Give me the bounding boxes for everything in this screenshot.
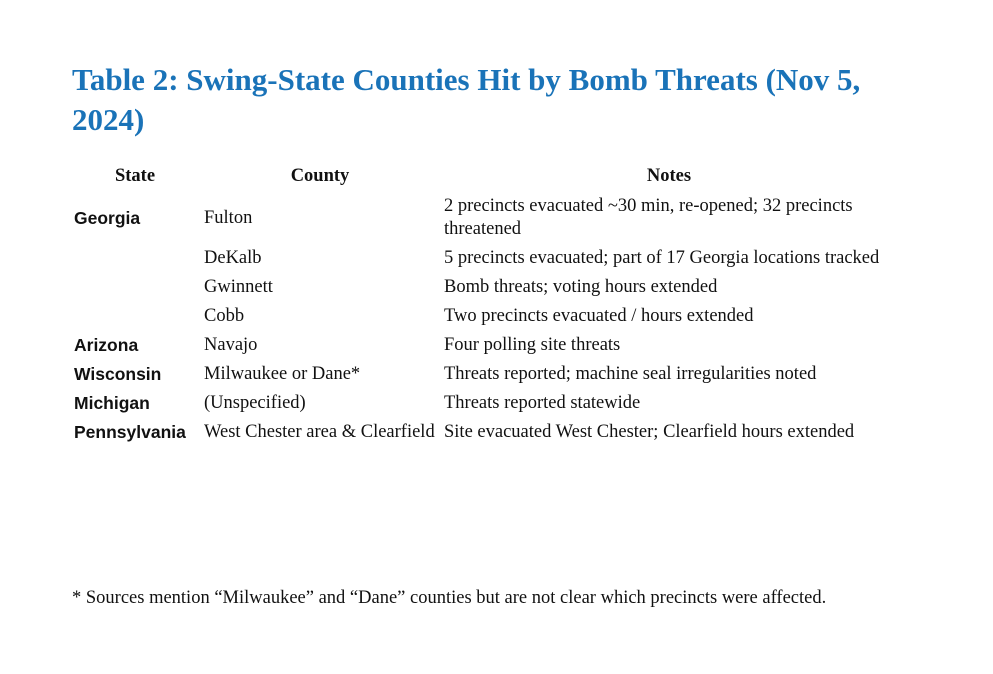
- table-row: [70, 331, 898, 360]
- county-cell: (Unspecified): [204, 393, 306, 413]
- notes-cell: Site evacuated West Chester; Clearfield hours extended: [444, 422, 855, 442]
- state-cell: Wisconsin: [74, 364, 162, 384]
- notes-cell: Threats reported statewide: [444, 393, 641, 413]
- table-row: [70, 244, 898, 273]
- column-header-county: County: [290, 166, 350, 186]
- bomb-threats-table: [70, 163, 898, 447]
- notes-cell: Two precincts evacuated / hours extended: [444, 306, 754, 326]
- county-cell: Milwaukee or Dane*: [204, 364, 361, 384]
- county-cell: Fulton: [204, 207, 253, 228]
- state-cell: [70, 244, 200, 273]
- state-cell: Arizona: [74, 335, 139, 355]
- notes-cell: 5 precincts evacuated; part of 17 Georgia locations tracked: [444, 248, 880, 268]
- table-row: [70, 360, 898, 389]
- county-cell: Gwinnett: [204, 277, 273, 297]
- column-header-state: State: [114, 166, 156, 186]
- notes-cell: Bomb threats; voting hours extended: [444, 277, 718, 297]
- table-header-row: [70, 163, 898, 192]
- table-row: [70, 418, 898, 447]
- footnote: * Sources mention “Milwaukee” and “Dane” counties but are not clear which precincts were affected.: [72, 588, 827, 608]
- state-cell: Michigan: [74, 393, 150, 413]
- county-cell: Cobb: [204, 306, 245, 326]
- table-row: [70, 302, 898, 331]
- table-row: [70, 389, 898, 418]
- notes-cell: Threats reported; machine seal irregularities noted: [444, 364, 817, 384]
- table-title: Table 2: Swing-State Counties Hit by Bomb Threats (Nov 5, 2024): [72, 62, 861, 137]
- table-row: [70, 192, 898, 244]
- notes-cell: Four polling site threats: [444, 335, 621, 355]
- column-header-notes: Notes: [646, 166, 692, 186]
- notes-cell: 2 precincts evacuated ~30 min, re-opened; 32 precincts threatened: [444, 196, 853, 239]
- table-row: [70, 273, 898, 302]
- state-cell: [70, 273, 200, 302]
- state-cell: Georgia: [74, 207, 141, 228]
- state-cell: Pennsylvania: [74, 422, 186, 442]
- county-cell: West Chester area & Clearfield: [204, 422, 435, 442]
- county-cell: DeKalb: [204, 248, 262, 268]
- state-cell: [70, 302, 200, 331]
- county-cell: Navajo: [204, 335, 258, 355]
